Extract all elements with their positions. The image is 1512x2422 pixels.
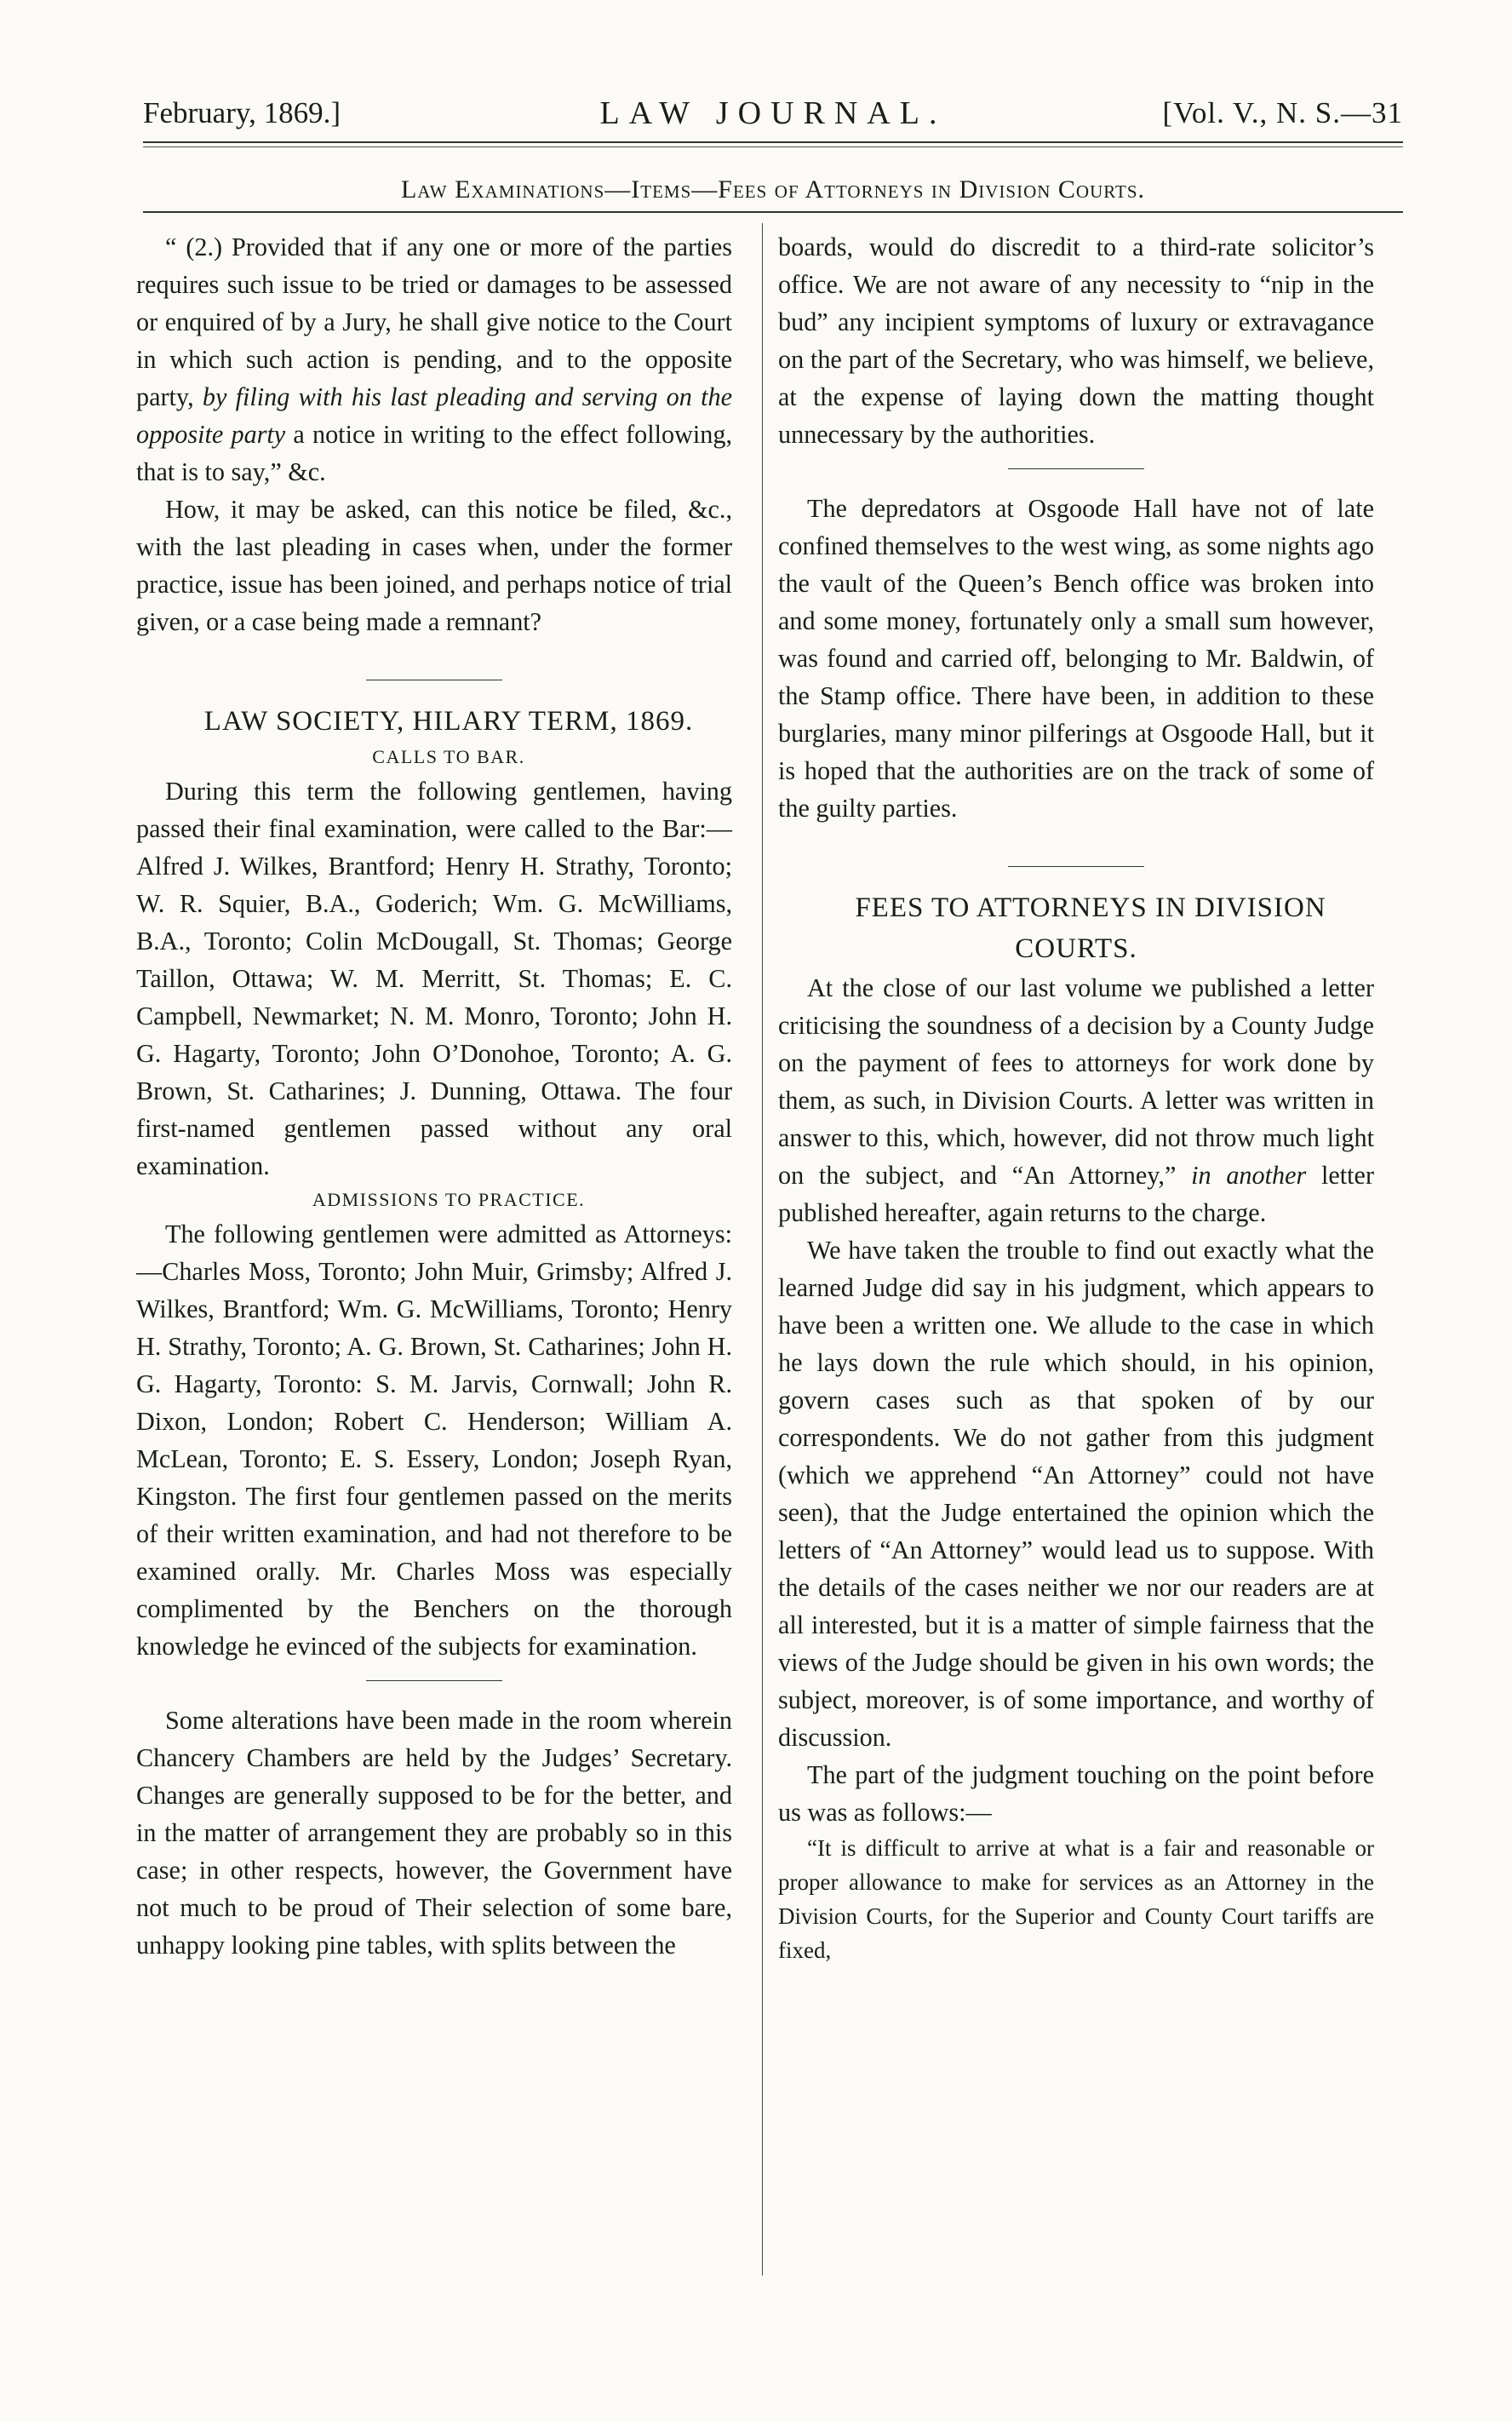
fees-intro-text: At the close of our last volume we published a letter criticising the soundness of a decision by a County Judge on the payment of fees to attorneys for work done by them, as such, in Division Courts. A letter was written in answer to this, which, however, did not throw much light on the subject, and “An Attorney,” bbox=[778, 973, 1374, 1190]
header-rule-secondary bbox=[143, 146, 1403, 147]
fees-heading: FEES TO ATTORNEYS IN DIVISION COURTS. bbox=[855, 892, 1326, 964]
right-column bbox=[778, 228, 1374, 1967]
fees-intro-text-end: letter published hereafter, again returns to the charge. bbox=[778, 1161, 1375, 1227]
fees-intro-emphasis: in another bbox=[1191, 1161, 1307, 1190]
admissions-heading: ADMISSIONS TO PRACTICE. bbox=[312, 1189, 586, 1210]
fees-intro-paragraph bbox=[778, 969, 1374, 1231]
provision-paragraph bbox=[136, 228, 732, 491]
volume-number: [Vol. V., N. S.—31 bbox=[1162, 96, 1403, 129]
provision-emphasis: by filing with his last pleading and serving on the opposite party bbox=[136, 382, 732, 449]
notice-question-paragraph: How, it may be asked, can this notice be filed, &c., with the last pleading in cases when, under the former practice, issue has been joined, and perhaps notice of trial given, or a case being made a remnant? bbox=[136, 495, 732, 636]
depredators-paragraph: The depredators at Osgoode Hall have not of late confined themselves to the west wing, as some nights ago the vault of the Queen’s Bench office was broken into and some money, fortunately only a small sum however, was found and carried off, belonging to Mr. Baldwin, of the Stamp office. There have been, in addition to these burglaries, many minor pilferings at Osgoode Hall, but it is hoped that the authorities are on the track of some of the guilty parties. bbox=[778, 494, 1374, 823]
separator-rule bbox=[366, 1680, 502, 1681]
left-column bbox=[136, 228, 732, 1964]
header-date: February, 1869.] bbox=[143, 96, 341, 129]
journal-title: LAW JOURNAL. bbox=[599, 95, 947, 131]
law-society-heading: LAW SOCIETY, HILARY TERM, 1869. bbox=[203, 706, 694, 737]
continued-paragraph: boards, would do discredit to a third-rate solicitor’s office. We are not aware of any necessity to “nip in the bud” any incipient symptoms of luxury or extravagance on the part of the Secretary, who was himself, we believe, at the expense of laying down the matting thought unnecessary by the authorities. bbox=[778, 232, 1374, 449]
chancery-chambers-paragraph: Some alterations have been made in the room wherein Chancery Chambers are held by the Judges’ Secretary. Changes are generally supposed to be for the better, and in the matter of arrangement they are probably so in this case; in other respects, however, the Government have not much to be proud of Their selection of some bare, unhappy looking pine tables, with splits between the bbox=[136, 1706, 732, 1960]
judgment-intro-paragraph: The part of the judgment touching on the point before us was as follows:— bbox=[778, 1760, 1374, 1827]
running-head bbox=[143, 92, 1403, 135]
judgment-quote: “It is difficult to arrive at what is a fair and reasonable or proper allowance to make for services as an Attorney in the Division Courts, for the Superior and County Court tariffs are fixed, bbox=[778, 1835, 1374, 1963]
header-rule bbox=[143, 141, 1403, 143]
provision-text: “ (2.) Provided that if any one or more of the parties requires such issue to be tried or damages to be assessed or enquired of by a Jury, he shall give notice to the Court in which such action is pending, and to the opposite party, bbox=[136, 232, 732, 411]
section-heading-rule bbox=[143, 211, 1403, 213]
column-divider bbox=[762, 223, 763, 2276]
separator-rule bbox=[1008, 468, 1144, 469]
section-heading: Law Examinations—Items—Fees of Attorneys in Division Courts. bbox=[400, 175, 1145, 204]
provision-text-end: a notice in writing to the effect following, that is to say,” &c. bbox=[136, 420, 732, 486]
judgment-paragraph: We have taken the trouble to find out exactly what the learned Judge did say in his judgment, which appears to have been a written one. We allude to the case in which he lays down the rule which should, in his opinion, govern cases such as that spoken of by our correspondents. We do not gather from this judgment (which we apprehend “An Attorney” could not have seen), that the Judge entertained the opinion which the letters of “An Attorney” would lead us to suppose. With the details of the cases neither we nor our readers are at all interested, but it is a matter of simple fairness that the views of the Judge should be given in his own words; the subject, moreover, is of some importance, and worthy of discussion. bbox=[778, 1236, 1374, 1752]
admissions-paragraph: The following gentlemen were admitted as Attorneys:—Charles Moss, Toronto; John Muir, Grimsby; Alfred J. Wilkes, Brantford; Wm. G. McWilliams, Toronto; Henry H. Strathy, Toronto; A. G. Brown, St. Catharines; John H. G. Hagarty, Toronto: S. M. Jarvis, Cornwall; John R. Dixon, London; Robert C. Henderson; William A. McLean, Toronto; E. S. Essery, London; Joseph Ryan, Kingston. The first four gentlemen passed on the merits of their written examination, and had not therefore to be examined orally. Mr. Charles Moss was especially complimented by the Benchers on the thorough knowledge he evinced of the subjects for examination. bbox=[136, 1220, 732, 1661]
calls-to-bar-paragraph: During this term the following gentlemen, having passed their final examination, were called to the Bar:—Alfred J. Wilkes, Brantford; Henry H. Strathy, Toronto; W. R. Squier, B.A., Goderich; Wm. G. McWilliams, B.A., Toronto; Colin McDougall, St. Thomas; George Taillon, Ottawa; W. M. Merritt, St. Thomas; E. C. Campbell, Newmarket; N. M. Monro, Toronto; John H. G. Hagarty, Toronto; John O’Donohoe, Toronto; A. G. Brown, St. Catharines; J. Dunning, Ottawa. The four first-named gentlemen passed without any oral examination. bbox=[136, 777, 732, 1180]
calls-to-bar-heading: CALLS TO BAR. bbox=[372, 746, 525, 767]
separator-rule bbox=[1008, 866, 1144, 867]
